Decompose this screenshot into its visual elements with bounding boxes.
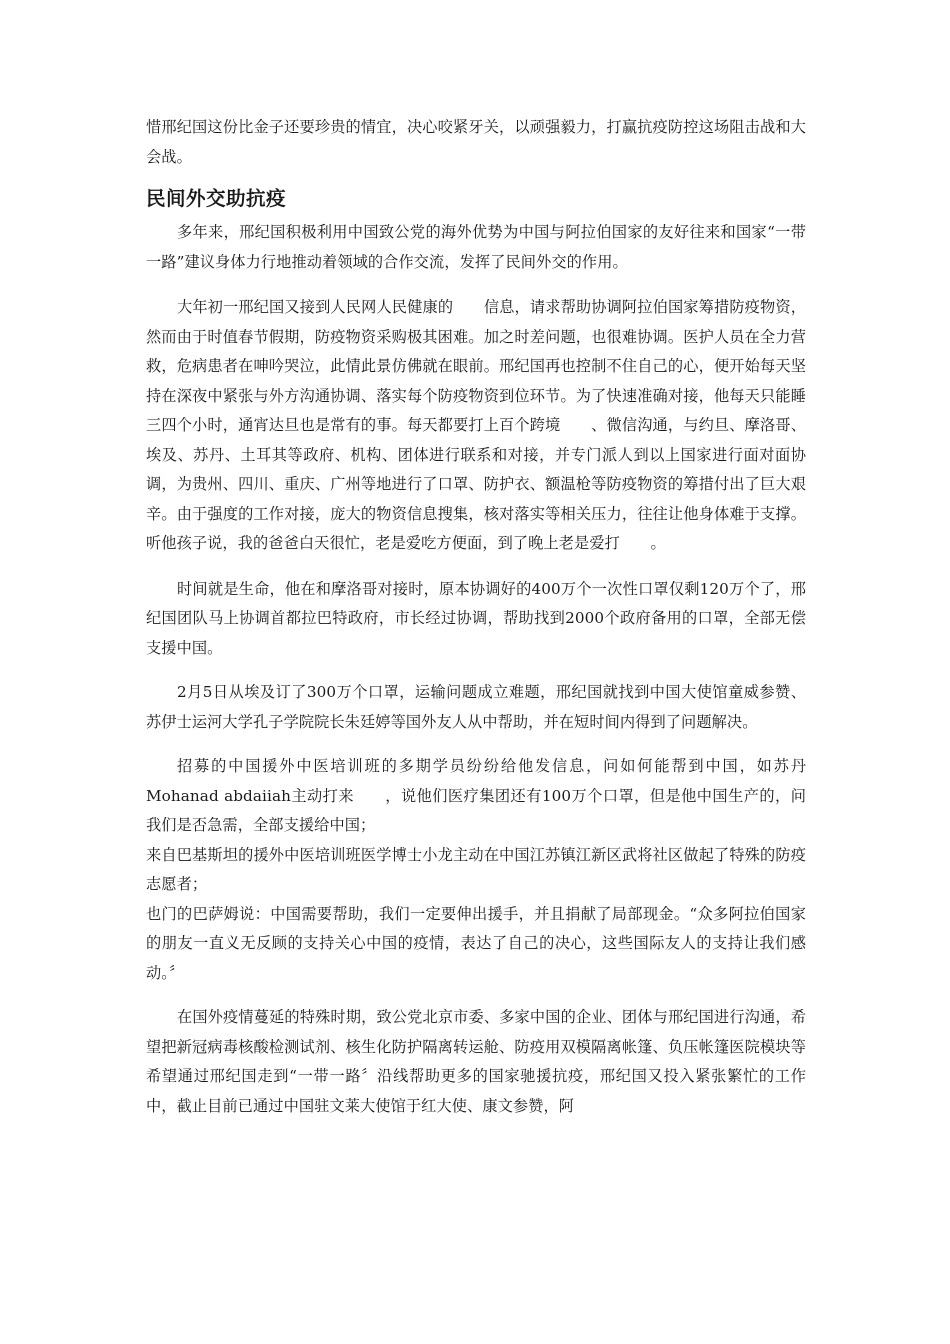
paragraph-morocco: 时间就是生命，他在和摩洛哥对接时，原本协调好的400万个一次性口罩仅剩120万个了，邢纪国团队马上协调首都拉巴特政府，市长经过协调，帮助找到2000个政府备用的口罩，全部无偿支援中国。 bbox=[146, 579, 806, 657]
section-heading: 民间外交助抗疫 bbox=[146, 187, 287, 210]
paragraph-yemen: 也门的巴萨姆说：中国需要帮助，我们一定要伸出援手，并且捐献了局部现金。“众多阿拉伯国家的朋友一直义无反顾的支持关心中国的疫情，表达了自己的决心，这些国际友人的支持让我们感动。〞 bbox=[146, 904, 806, 982]
intro-continuation: 惜邢纪国这份比金子还要珍贵的情宜，决心咬紧牙关，以顽强毅力，打赢抗疫防控这场阻击战和大会战。 bbox=[146, 118, 806, 166]
paragraph-new-year: 大年初一邢纪国又接到人民网人民健康的 信息，请求帮助协调阿拉伯国家筹措防疫物资，然而由于时值春节假期，防疫物资采购极其困难。加之时差问题，也很难协调。医护人员在全力营救，危病患者在呻吟哭泣，此情此景仿佛就在眼前。邢纪国再也控制不住自己的心，便开始每天坚持在深夜中紧张与外方沟通协调、落实每个防疫物资到位环节。为了快速准确对接，他每天只能睡三四个小时，通宵达旦也是常有的事。每天都要打上百个跨境 、微信沟通，与约旦、摩洛哥、埃及、苏丹、土耳其等政府、机构、团体进行联系和对接，并专门派人到以上国家进行面对面协调，为贵州、四川、重庆、广州等地进行了口罩、防护衣、额温枪等防疫物资的筹措付出了巨大艰辛。由于强度的工作对接，庞大的物资信息搜集，核对落实等相关压力，往往让他身体难于支撑。听他孩子说，我的爸爸白天很忙，老是爱吃方便面，到了晚上老是爱打 。 bbox=[146, 298, 806, 552]
document-body bbox=[146, 113, 806, 1121]
paragraph-egypt: 2月5日从埃及订了300万个口罩，运输问题成立难题，邢纪国就找到中国大使馆童威参赞、苏伊士运河大学孔子学院院长朱廷婷等国外友人从中帮助，并在短时间内得到了问题解决。 bbox=[146, 683, 806, 731]
paragraph-folk-diplomacy: 多年来，邢纪国积极利用中国致公党的海外优势为中国与阿拉伯国家的友好往来和国家“一带一路”建议身体力行地推动着领域的合作交流，发挥了民间外交的作用。 bbox=[146, 223, 806, 271]
paragraph-overseas-epidemic: 在国外疫情蔓延的特殊时期，致公党北京市委、多家中国的企业、团体与邢纪国进行沟通，希望把新冠病毒核酸检测试剂、核生化防护隔离转运舱、防疫用双模隔离帐篷、负压帐篷医院模块等希望通过邢纪国走到“一带一路〞沿线帮助更多的国家驰援抗疫，邢纪国又投入紧张繁忙的工作中，截止目前已通过中国驻文莱大使馆于红大使、康文参赞，阿 bbox=[146, 1008, 806, 1115]
paragraph-pakistan: 来自巴基斯坦的援外中医培训班医学博士小龙主动在中国江苏镇江新区武将社区做起了特殊的防疫志愿者； bbox=[146, 845, 806, 893]
paragraph-trainees: 招募的中国援外中医培训班的多期学员纷纷给他发信息，问如何能帮到中国，如苏丹Mohanad abdaiiah主动打来 ，说他们医疗集团还有100万个口罩，但是他中国生产的，问我们是否急需，全部支援给中国； bbox=[146, 757, 806, 834]
